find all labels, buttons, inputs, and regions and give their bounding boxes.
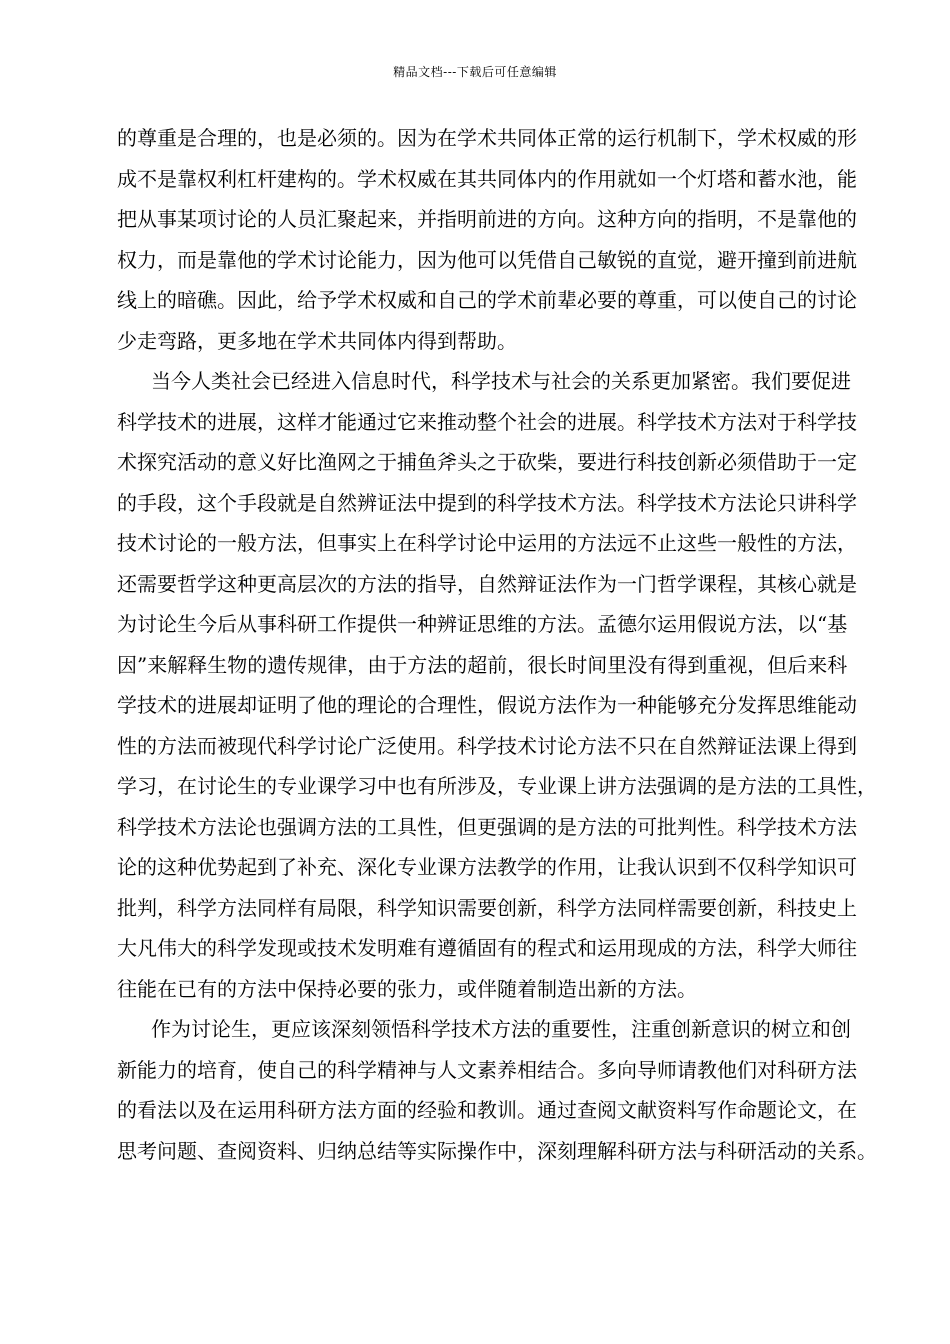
- text-line: 新能力的培育，使自己的科学精神与人文素养相结合。多向导师请教他们对科研方法: [117, 1057, 857, 1082]
- page-header: 精品文档---下载后可任意编辑: [393, 65, 557, 79]
- text-line: 思考问题、查阅资料、归纳总结等实际操作中，深刻理解科研方法与科研活动的关系。: [117, 1138, 877, 1163]
- text-line: 还需要哲学这种更高层次的方法的指导，自然辩证法作为一门哲学课程，其核心就是: [117, 571, 857, 596]
- text-line: 少走弯路，更多地在学术共同体内得到帮助。: [117, 328, 517, 353]
- text-line: 技术讨论的一般方法，但事实上在科学讨论中运用的方法远不止这些一般性的方法，: [117, 531, 857, 555]
- text-line: 当今人类社会已经进入信息时代，科学技术与社会的关系更加紧密。我们要促进: [151, 369, 851, 393]
- paragraph: [117, 118, 857, 361]
- text-line: 论的这种优势起到了补充、深化专业课方法教学的作用，让我认识到不仅科学知识可: [117, 855, 857, 879]
- text-line: 的手段，这个手段就是自然辨证法中提到的科学技术方法。科学技术方法论只讲科学: [117, 490, 857, 515]
- text-line: 的尊重是合理的，也是必须的。因为在学术共同体正常的运行机制下，学术权威的形: [117, 126, 857, 150]
- document-body: [117, 118, 877, 1171]
- text-line: 线上的暗礁。因此，给予学术权威和自己的学术前辈必要的尊重，可以使自己的讨论: [117, 288, 857, 312]
- text-line: 权力，而是靠他的学术讨论能力，因为他可以凭借自己敏锐的直觉，避开撞到前进航: [117, 247, 857, 272]
- text-line: 的看法以及在运用科研方法方面的经验和教训。通过查阅文献资料写作命题论文，在: [117, 1098, 857, 1122]
- text-line: 科学技术的进展，这样才能通过它来推动整个社会的进展。科学技术方法对于科学技: [117, 409, 857, 434]
- text-line: 学习，在讨论生的专业课学习中也有所涉及，专业课上讲方法强调的是方法的工具性，: [117, 774, 877, 798]
- paragraph: [117, 1009, 877, 1171]
- text-line: 性的方法而被现代科学讨论广泛使用。科学技术讨论方法不只在自然辩证法课上得到: [117, 733, 857, 758]
- text-line: 科学技术方法论也强调方法的工具性，但更强调的是方法的可批判性。科学技术方法: [117, 814, 857, 839]
- text-line: 批判，科学方法同样有局限，科学知识需要创新，科学方法同样需要创新，科技史上: [117, 895, 857, 920]
- text-line: 因”来解释生物的遗传规律，由于方法的超前，很长时间里没有得到重视，但后来科: [117, 652, 848, 677]
- text-line: 学技术的进展却证明了他的理论的合理性，假说方法作为一种能够充分发挥思维能动: [117, 693, 857, 717]
- text-line: 把从事某项讨论的人员汇聚起来，并指明前进的方向。这种方向的指明，不是靠他的: [117, 207, 857, 231]
- text-line: 往能在已有的方法中保持必要的张力，或伴随着制造出新的方法。: [117, 976, 697, 1001]
- text-line: 作为讨论生，更应该深刻领悟科学技术方法的重要性，注重创新意识的树立和创: [151, 1017, 851, 1041]
- paragraph: [117, 361, 877, 1009]
- text-line: 术探究活动的意义好比渔网之于捕鱼斧头之于砍柴，要进行科技创新必须借助于一定: [117, 450, 857, 474]
- text-line: 成不是靠权利杠杆建构的。学术权威在其共同体内的作用就如一个灯塔和蓄水池，能: [117, 166, 857, 191]
- text-line: 大凡伟大的科学发现或技术发明难有遵循固有的程式和运用现成的方法，科学大师往: [117, 936, 857, 960]
- text-line: 为讨论生今后从事科研工作提供一种辨证思维的方法。孟德尔运用假说方法，以“基: [117, 612, 848, 636]
